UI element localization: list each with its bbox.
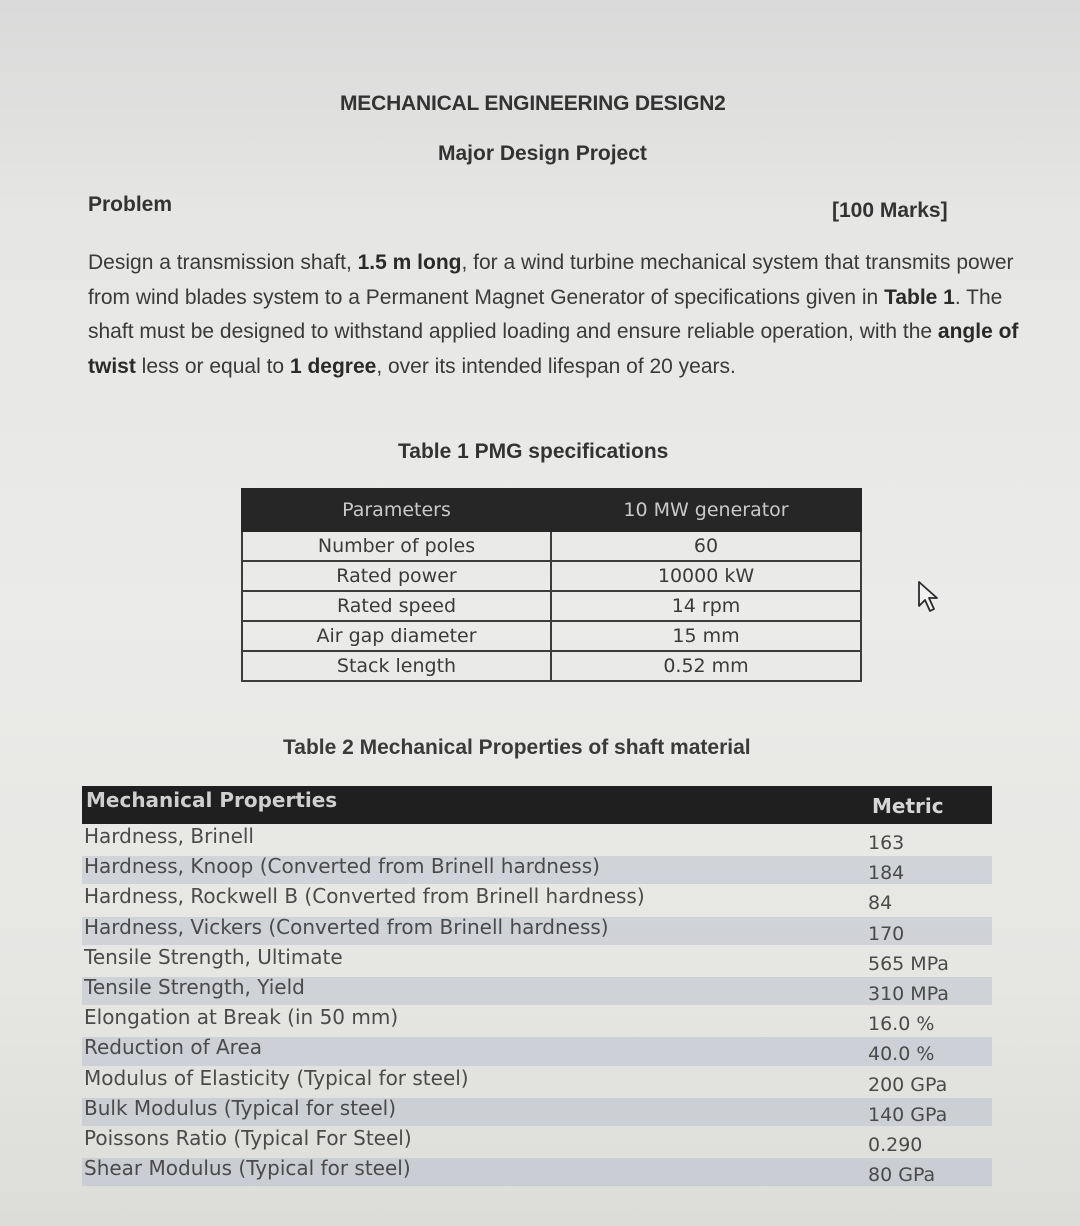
property-name: Hardness, Vickers (Converted from Brinell hardness) [84, 914, 609, 939]
property-name: Tensile Strength, Yield [84, 974, 305, 999]
table-header-cell: 10 MW generator [551, 489, 861, 531]
problem-label: Problem [88, 193, 173, 216]
property-value: 184 [868, 862, 905, 885]
property-name: Tensile Strength, Ultimate [84, 944, 343, 969]
mechanical-properties-table [82, 824, 992, 1186]
property-name: Modulus of Elasticity (Typical for steel) [84, 1065, 469, 1090]
table-cell-value: 14 rpm [551, 591, 861, 621]
mechanical-properties-header [82, 786, 992, 824]
property-name: Elongation at Break (in 50 mm) [84, 1005, 399, 1030]
table-row [82, 1156, 992, 1186]
document-title: MECHANICAL ENGINEERING DESIGN2 [340, 92, 726, 115]
problem-statement [88, 246, 1028, 384]
table-row [242, 531, 861, 561]
table-row [82, 1005, 992, 1035]
problem-text-bold: Table 1 [884, 285, 955, 309]
table-row [242, 591, 861, 621]
table1-caption: Table 1 PMG specifications [398, 440, 669, 463]
table2-caption: Table 2 Mechanical Properties of shaft material [283, 736, 751, 759]
table-row [82, 945, 992, 975]
table-cell-parameter: Rated power [242, 561, 551, 591]
property-name: Shear Modulus (Typical for steel) [84, 1156, 411, 1181]
table-row [82, 884, 992, 914]
property-value: 200 GPa [868, 1073, 948, 1096]
table-header-cell: Parameters [242, 489, 551, 531]
property-value: 80 GPa [868, 1164, 936, 1187]
mouse-pointer-icon [915, 580, 945, 619]
property-name: Hardness, Rockwell B (Converted from Brinell hardness) [84, 884, 645, 909]
table-cell-parameter: Stack length [242, 651, 551, 681]
table-header-cell: Metric [872, 794, 944, 818]
table-row [82, 1066, 992, 1096]
property-value: 310 MPa [868, 982, 949, 1005]
table-header-cell: Mechanical Properties [86, 788, 338, 812]
table-row [242, 621, 861, 651]
problem-text-bold: 1.5 m long [357, 251, 462, 274]
table-row [82, 854, 992, 884]
property-value: 0.290 [868, 1133, 923, 1156]
property-value: 170 [868, 922, 905, 945]
table-row [82, 1096, 992, 1126]
table-cell-value: 0.52 mm [551, 651, 861, 681]
table-row [242, 651, 861, 681]
problem-text-segment: , for a wind turbine mechanical system that transmits power from wind blades system to a Permanent Magnet Generator of specifications given in [88, 251, 1014, 309]
table-row [242, 561, 861, 591]
problem-text-segment: Design a transmission shaft, [88, 251, 358, 274]
problem-text-segment: . The shaft must be designed to withstand applied loading and ensure reliable operation, with the [88, 285, 1003, 343]
property-name: Bulk Modulus (Typical for steel) [84, 1095, 397, 1120]
document-subtitle: Major Design Project [438, 142, 647, 165]
property-value: 140 GPa [868, 1103, 948, 1126]
property-name: Reduction of Area [84, 1035, 262, 1060]
problem-text-segment: , over its intended lifespan of 20 years. [376, 354, 736, 378]
property-name: Hardness, Brinell [84, 824, 254, 848]
table-cell-parameter: Air gap diameter [242, 621, 551, 651]
table-cell-parameter: Number of poles [242, 531, 551, 561]
table-cell-value: 15 mm [551, 621, 861, 651]
table-row [82, 975, 992, 1005]
table-row [82, 824, 992, 854]
problem-text-bold: angle of twist [88, 320, 1019, 378]
property-name: Hardness, Knoop (Converted from Brinell hardness) [84, 854, 600, 879]
table-cell-value: 60 [551, 531, 861, 561]
property-value: 163 [868, 832, 905, 854]
table-row [82, 1126, 992, 1156]
property-value: 84 [868, 892, 893, 915]
table-row [82, 1035, 992, 1065]
property-value: 40.0 % [868, 1043, 935, 1066]
problem-text-bold: 1 degree [289, 354, 377, 378]
property-value: 16.0 % [868, 1013, 935, 1036]
problem-text-segment: less or equal to [135, 354, 290, 378]
property-value: 565 MPa [868, 952, 949, 975]
marks-label: [100 Marks] [832, 199, 948, 222]
table-cell-value: 10000 kW [551, 561, 861, 591]
property-name: Poissons Ratio (Typical For Steel) [84, 1125, 412, 1150]
table-header-row [242, 489, 861, 531]
table-row [82, 915, 992, 945]
table-cell-parameter: Rated speed [242, 591, 551, 621]
pmg-spec-table [241, 488, 862, 682]
